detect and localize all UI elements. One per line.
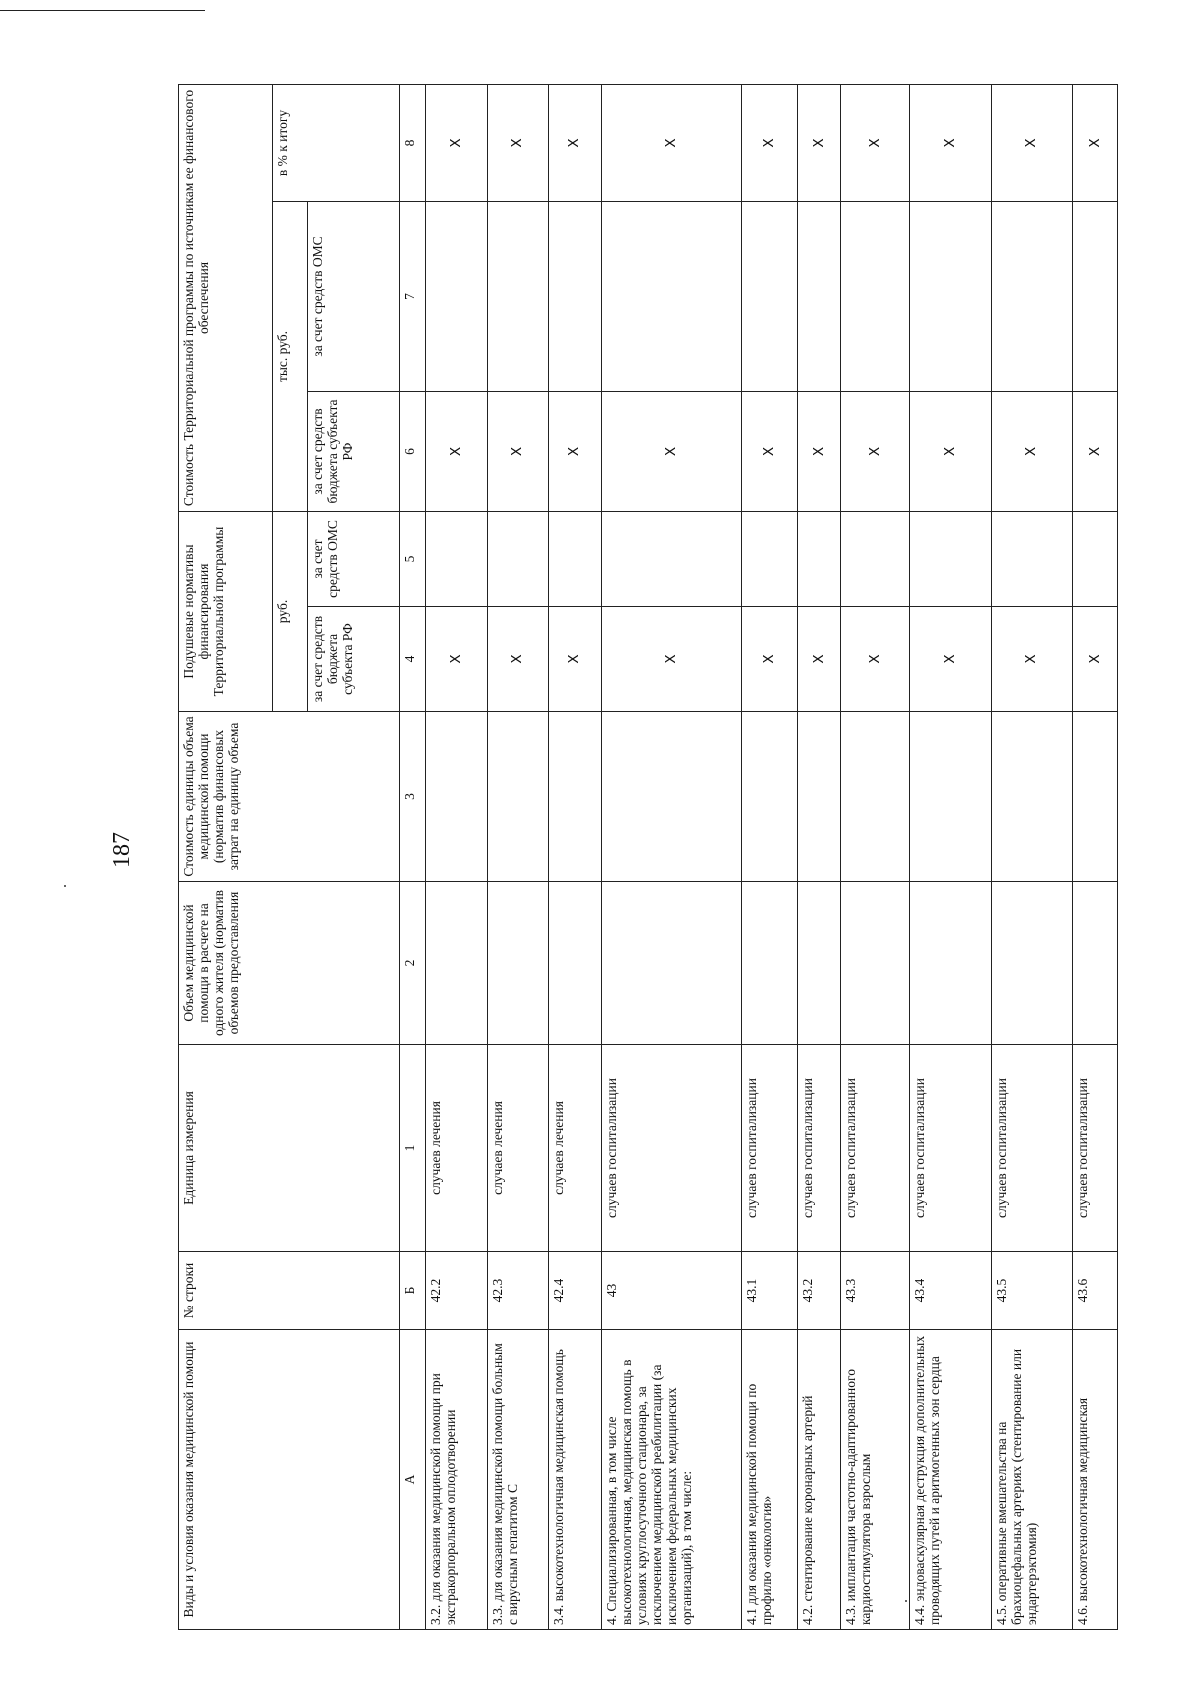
table-row: [601, 84, 742, 1629]
row-value-c8: Х: [798, 84, 841, 201]
row-value-c4: Х: [548, 607, 601, 712]
row-value-c8: Х: [487, 84, 548, 201]
row-line-number: 43.1: [742, 1252, 798, 1330]
row-value-c6: Х: [601, 391, 742, 511]
table-row: [798, 84, 841, 1629]
row-value-c4: Х: [798, 607, 841, 712]
column-number: 5: [399, 511, 425, 606]
column-number: 4: [399, 607, 425, 712]
column-number: 6: [399, 391, 425, 511]
header-col-2: Объем медицинской помощи в расчете на одного жителя (норматив объемов предоставления: [179, 882, 400, 1045]
header-norm-budget: за счет средств бюджета субъекта РФ: [308, 607, 400, 712]
column-number: Б: [399, 1252, 425, 1330]
row-name: 4.1 для оказания медицинской помощи по профилю «онкология»: [742, 1330, 798, 1630]
row-value-c8: Х: [742, 84, 798, 201]
row-unit: случаев госпитализации: [991, 1045, 1072, 1252]
header-col-1: Единица измерения: [179, 1045, 400, 1252]
row-name: 4. Специализированная, в том числе высокотехнологичная, медицинская помощь в условиях круглосуточного стационара, за исключением медицинской реабилитации (за исключением федеральных медицинских организаций), в том числе:: [601, 1330, 742, 1630]
row-value-c6: Х: [742, 391, 798, 511]
column-number: 2: [399, 882, 425, 1045]
column-number-row: [399, 84, 425, 1629]
row-unit: случаев лечения: [487, 1045, 548, 1252]
row-line-number: 43.5: [991, 1252, 1072, 1330]
header-group-cost: Стоимость Территориальной программы по источникам ее финансового обеспечения: [179, 84, 273, 511]
row-value-c8: Х: [991, 84, 1072, 201]
column-number: А: [399, 1330, 425, 1630]
row-name: 3.2. для оказания медицинской помощи при экстракорпоральном оплодотворении: [426, 1330, 487, 1630]
row-name: 4.6. высокотехнологичная медицинская: [1073, 1330, 1118, 1630]
row-unit: случаев госпитализации: [798, 1045, 841, 1252]
row-unit: случаев госпитализации: [1073, 1045, 1118, 1252]
row-line-number: 43.3: [840, 1252, 909, 1330]
header-norm-oms: за счет средств ОМС: [308, 511, 400, 606]
row-unit: случаев лечения: [548, 1045, 601, 1252]
table-row: [991, 84, 1072, 1629]
rotated-table-sheet: [178, 85, 1118, 1630]
column-number: 1: [399, 1045, 425, 1252]
row-name: 4.5. оперативные вмешательства на брахиоцефальных артериях (стентирование или эндартерэктомия): [991, 1330, 1072, 1630]
row-value-c6: Х: [840, 391, 909, 511]
row-unit: случаев госпитализации: [601, 1045, 742, 1252]
table-row: [487, 84, 548, 1629]
financing-table: [178, 84, 1118, 1630]
header-group-norm: Подушевые нормативы финансирования Территориальной программы: [179, 511, 273, 711]
header-cost-budget: за счет средств бюджета субъекта РФ: [308, 391, 400, 511]
row-value-c8: Х: [548, 84, 601, 201]
row-value-c4: Х: [601, 607, 742, 712]
header-col-3: Стоимость единицы объема медицинской помощи (норматив финансовых затрат на единицу объема: [179, 712, 400, 882]
row-value-c4: Х: [991, 607, 1072, 712]
scan-top-mark: [0, 0, 205, 11]
row-value-c6: Х: [910, 391, 991, 511]
row-line-number: 43.6: [1073, 1252, 1118, 1330]
column-number: 7: [399, 201, 425, 391]
table-row: [548, 84, 601, 1629]
page-number: 187: [109, 832, 135, 868]
row-value-c6: Х: [487, 391, 548, 511]
row-name: 3.3. для оказания медицинской помощи больным с вирусным гепатитом С: [487, 1330, 548, 1630]
header-cost-oms: за счет средств ОМС: [308, 201, 400, 391]
row-value-c8: Х: [910, 84, 991, 201]
row-name: 4.2. стентирование коронарных артерий: [798, 1330, 841, 1630]
row-value-c6: Х: [1073, 391, 1118, 511]
header-percent: в % к итогу: [272, 84, 399, 201]
row-value-c8: Х: [1073, 84, 1118, 201]
row-line-number: 43: [601, 1252, 742, 1330]
column-number: 3: [399, 712, 425, 882]
row-line-number: 42.3: [487, 1252, 548, 1330]
row-unit: случаев лечения: [426, 1045, 487, 1252]
table-row: [910, 84, 991, 1629]
row-name: 4.4. эндоваскулярная деструкция дополнительных проводящих путей и аритмогенных зон сердца: [910, 1330, 991, 1630]
column-number: 8: [399, 84, 425, 201]
table-row: [426, 84, 487, 1629]
row-unit: случаев госпитализации: [840, 1045, 909, 1252]
table-row: [840, 84, 909, 1629]
row-value-c6: Х: [548, 391, 601, 511]
header-col-b: № строки: [179, 1252, 400, 1330]
row-value-c4: Х: [910, 607, 991, 712]
header-rub: руб.: [272, 511, 308, 711]
row-value-c8: Х: [840, 84, 909, 201]
row-value-c8: Х: [601, 84, 742, 201]
row-line-number: 42.4: [548, 1252, 601, 1330]
row-value-c8: Х: [426, 84, 487, 201]
row-value-c4: Х: [426, 607, 487, 712]
row-line-number: 43.2: [798, 1252, 841, 1330]
row-value-c4: Х: [742, 607, 798, 712]
row-value-c6: Х: [426, 391, 487, 511]
row-name: 3.4. высокотехнологичная медицинская помощь: [548, 1330, 601, 1630]
row-unit: случаев госпитализации: [742, 1045, 798, 1252]
row-line-number: 42.2: [426, 1252, 487, 1330]
row-value-c6: Х: [991, 391, 1072, 511]
row-value-c4: Х: [1073, 607, 1118, 712]
header-thous-rub: тыс. руб.: [272, 201, 308, 511]
row-value-c6: Х: [798, 391, 841, 511]
header-col-a: Виды и условия оказания медицинской помощи: [179, 1330, 400, 1630]
table-row: [1073, 84, 1118, 1629]
row-name: 4.3. имплантация частотно-адаптированного кардиостимулятора взрослым: [840, 1330, 909, 1630]
table-row: [742, 84, 798, 1629]
row-value-c4: Х: [840, 607, 909, 712]
scan-speck: [64, 885, 66, 887]
row-line-number: 43.4: [910, 1252, 991, 1330]
row-unit: случаев госпитализации: [910, 1045, 991, 1252]
row-value-c4: Х: [487, 607, 548, 712]
